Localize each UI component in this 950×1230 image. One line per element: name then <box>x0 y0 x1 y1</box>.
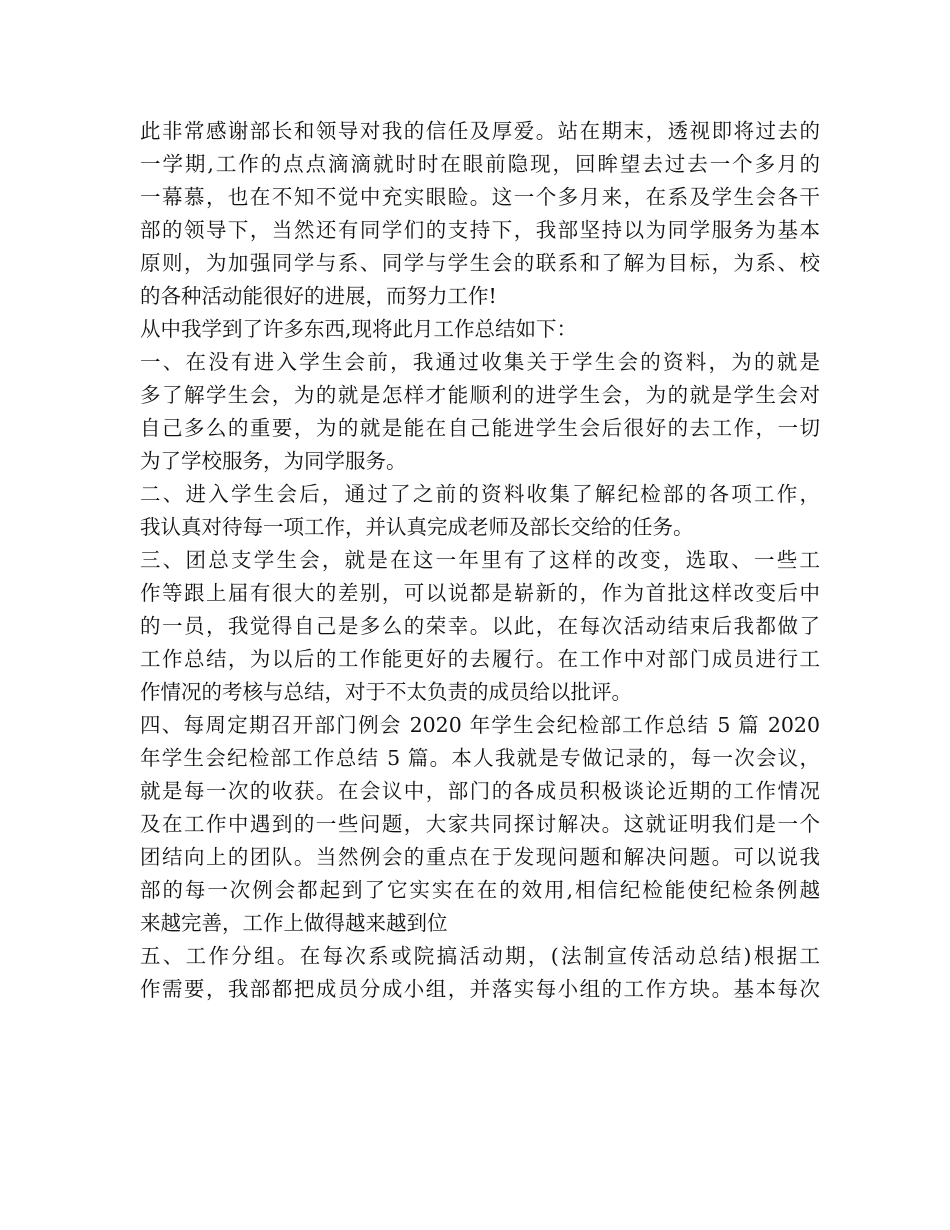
text-line: 年学生会纪检部工作总结 5 篇。本人我就是专做记录的，每一次会议， <box>140 746 820 770</box>
text-line: 自己多么的重要，为的就是能在自己能进学生会后很好的去工作，一切 <box>140 416 820 440</box>
text-line: 作情况的考核与总结，对于不太负责的成员给以批评。 <box>140 680 632 704</box>
text-line: 多了解学生会，为的就是怎样才能顺利的进学生会，为的就是学生会对 <box>140 383 820 407</box>
text-line: 三、团总支学生会，就是在这一年里有了这样的改变，选取、一些工 <box>140 548 820 572</box>
text-line: 部的领导下，当然还有同学们的支持下，我部坚持以为同学服务为基本 <box>140 218 820 242</box>
text-line: 一学期,工作的点点滴滴就时时在眼前隐现，回眸望去过去一个多月的 <box>140 152 820 176</box>
text-line: 一幕慕，也在不知不觉中充实眼睑。这一个多月来，在系及学生会各干 <box>140 185 820 209</box>
text-line: 五、工作分组。在每次系或院搞活动期，(法制宣传活动总结)根据工 <box>140 944 820 968</box>
text-line: 团结向上的团队。当然例会的重点在于发现问题和解决问题。可以说我 <box>140 845 820 869</box>
text-line: 来越完善，工作上做得越来越到位 <box>140 911 448 935</box>
text-line: 二、进入学生会后，通过了之前的资料收集了解纪检部的各项工作， <box>140 482 820 506</box>
text-line: 我认真对待每一项工作，并认真完成老师及部长交给的任务。 <box>140 515 694 539</box>
text-line: 从中我学到了许多东西,现将此月工作总结如下： <box>140 317 578 341</box>
text-line: 及在工作中遇到的一些问题，大家共同探讨解决。这就证明我们是一个 <box>140 812 820 836</box>
text-line: 的一员，我觉得自己是多么的荣幸。以此，在每次活动结束后我都做了 <box>140 614 820 638</box>
text-line: 部的每一次例会都起到了它实实在在的效用,相信纪检能使纪检条例越 <box>140 878 820 902</box>
text-line: 一、在没有进入学生会前，我通过收集关于学生会的资料，为的就是 <box>140 350 820 374</box>
text-line: 作需要，我部都把成员分成小组，并落实每小组的工作方块。基本每次 <box>140 977 820 1001</box>
text-line: 为了学校服务，为同学服务。 <box>140 449 407 473</box>
text-line: 工作总结，为以后的工作能更好的去履行。在工作中对部门成员进行工 <box>140 647 820 671</box>
text-line: 作等跟上届有很大的差别，可以说都是崭新的，作为首批这样改变后中 <box>140 581 820 605</box>
text-line: 的各种活动能很好的进展，而努力工作! <box>140 284 497 308</box>
text-line: 此非常感谢部长和领导对我的信任及厚爱。站在期末，透视即将过去的 <box>140 119 820 143</box>
document-body <box>140 115 820 1006</box>
text-line: 就是每一次的收获。在会议中，部门的各成员积极谈论近期的工作情况 <box>140 779 820 803</box>
text-line: 四、每周定期召开部门例会 2020 年学生会纪检部工作总结 5 篇 2020 <box>140 713 820 737</box>
text-line: 原则，为加强同学与系、同学与学生会的联系和了解为目标，为系、校 <box>140 251 820 275</box>
